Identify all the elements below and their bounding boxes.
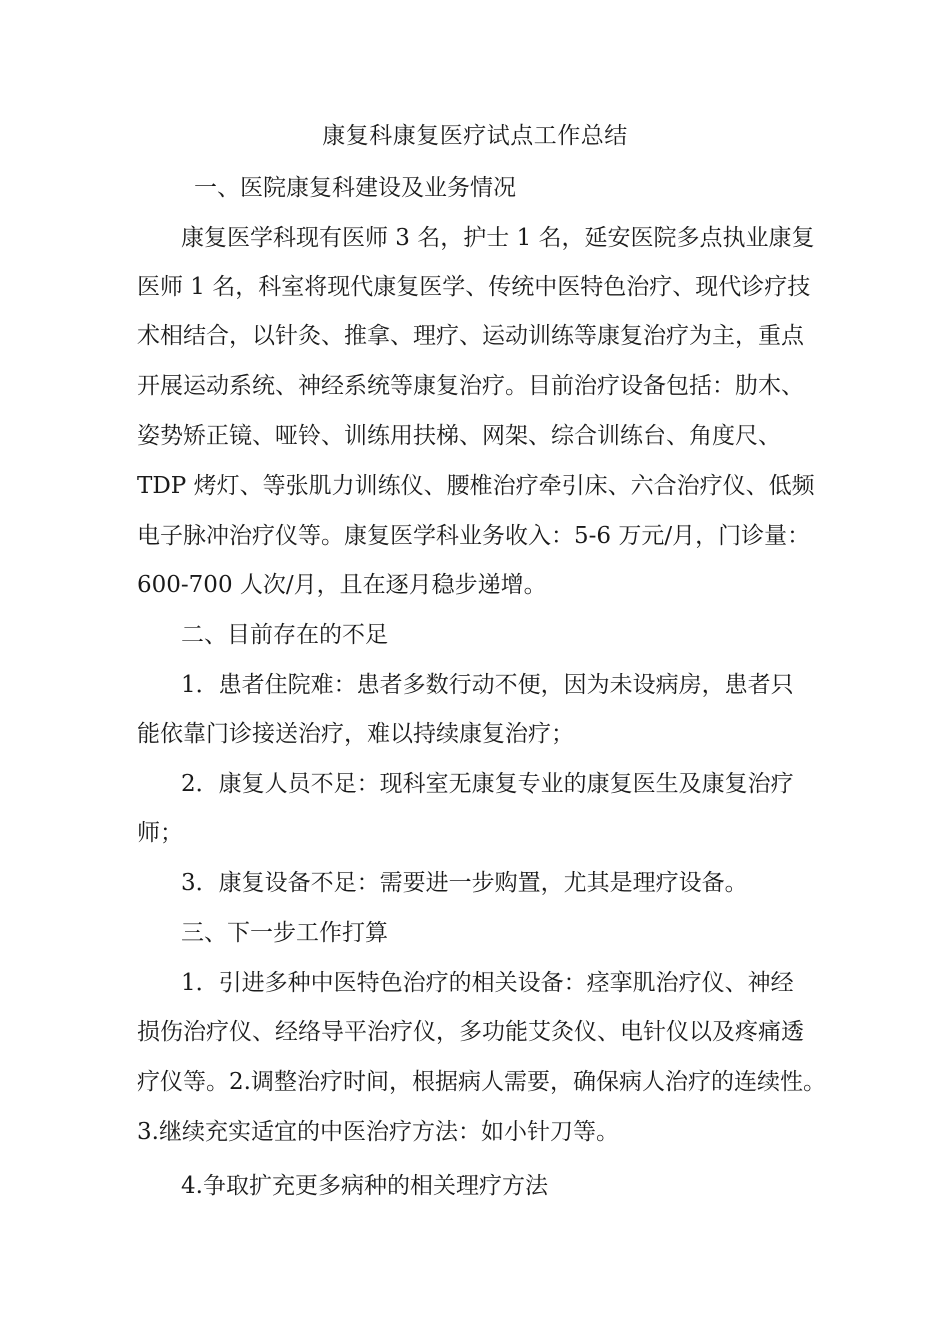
section-heading-1: 一、医院康复科建设及业务情况 <box>194 175 516 201</box>
list-item-line: 3.继续充实适宜的中医治疗方法：如小针刀等。 <box>137 1119 619 1145</box>
list-item-line: 能依靠门诊接送治疗，难以持续康复治疗； <box>137 721 574 747</box>
list-item-line: 1．引进多种中医特色治疗的相关设备：痉挛肌治疗仪、神经 <box>181 970 794 996</box>
list-item-line: 4.争取扩充更多病种的相关理疗方法 <box>181 1173 548 1199</box>
paragraph-line: 康复医学科现有医师 3 名，护士 1 名，延安医院多点执业康复 <box>181 225 815 251</box>
section-heading-2: 二、目前存在的不足 <box>181 622 388 648</box>
list-item-line: 1．患者住院难：患者多数行动不便，因为未设病房，患者只 <box>181 672 794 698</box>
list-item-line: 2．康复人员不足：现科室无康复专业的康复医生及康复治疗 <box>181 771 794 797</box>
paragraph-line: 医师 1 名，科室将现代康复医学、传统中医特色治疗、现代诊疗技 <box>137 274 811 300</box>
list-item-line: 师； <box>137 820 183 846</box>
list-item-line: 损伤治疗仪、经络导平治疗仪，多功能艾灸仪、电针仪以及疼痛透 <box>137 1019 804 1045</box>
paragraph-line: 姿势矫正镜、哑铃、训练用扶梯、网架、综合训练台、角度尺、 <box>137 423 781 449</box>
paragraph-line: 600-700 人次/月，且在逐月稳步递增。 <box>137 572 547 598</box>
document-title: 康复科康复医疗试点工作总结 <box>322 123 628 149</box>
paragraph-line: 开展运动系统、神经系统等康复治疗。目前治疗设备包括：肋木、 <box>137 373 804 399</box>
paragraph-line: TDP 烤灯、等张肌力训练仪、腰椎治疗牵引床、六合治疗仪、低频 <box>137 473 815 499</box>
list-item-line: 疗仪等。2.调整治疗时间，根据病人需要，确保病人治疗的连续性。 <box>137 1069 826 1095</box>
section-heading-3: 三、下一步工作打算 <box>181 920 388 946</box>
paragraph-line: 电子脉冲治疗仪等。康复医学科业务收入：5-6 万元/月，门诊量： <box>137 523 811 549</box>
paragraph-line: 术相结合，以针灸、推拿、理疗、运动训练等康复治疗为主，重点 <box>137 323 804 349</box>
list-item-line: 3．康复设备不足：需要进一步购置，尤其是理疗设备。 <box>181 870 748 896</box>
